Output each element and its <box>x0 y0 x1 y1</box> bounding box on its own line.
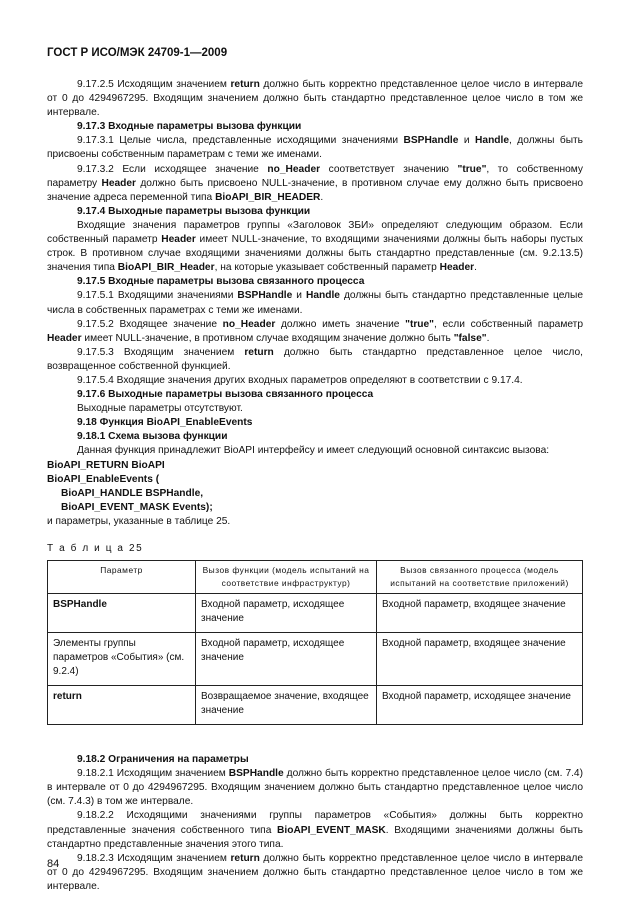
paragraph: 9.18.2.2 Исходящими значениями группы параметров «События» должны быть корректно представленные значения собственного типа BioAPI_EVENT_MASK. Входящими значениями должны быть стандартно представленные значения этого типа. <box>47 810 583 850</box>
table-cell: Входной параметр, входящее значение <box>377 633 583 686</box>
paragraph: 9.18.2.1 Исходящим значением BSPHandle должно быть корректно представленное целое число (см. 7.4) в интервале от 0 до 4294967295. Входящим значением должно быть стандартно представленное целое число (см. 7.4.3) в том же интервале. <box>47 768 583 808</box>
paragraph: 9.17.2.5 Исходящим значением return должно быть корректно представленное целое число в интервале от 0 до 4294967295. Входящим значением должно быть стандартно представленное целое число в том же интервале. <box>47 79 583 119</box>
paragraph: 9.17.5.3 Входящим значением return должно быть стандартно представленное целое число, возвращенное собственной функцией. <box>47 346 583 372</box>
paragraph: Данная функция принадлежит BioAPI интерфейсу и имеет следующий основной синтаксис вызова: <box>77 445 550 457</box>
table-cell: BSPHandle <box>48 594 196 633</box>
paragraph: и параметры, указанные в таблице 25. <box>47 515 231 527</box>
page-header: ГОСТ Р ИСО/МЭК 24709-1—2009 <box>47 47 228 59</box>
section-heading: 9.18.2 Ограничения на параметры <box>77 754 249 766</box>
table-cell: Входной параметр, исходящее значение <box>196 633 377 686</box>
code-line: BioAPI_EnableEvents ( <box>47 473 160 485</box>
table-cell: Возвращаемое значение, входящее значение <box>196 686 377 725</box>
section-heading: 9.18 Функция BioAPI_EnableEvents <box>77 417 253 429</box>
parameters-table <box>47 560 583 725</box>
table-cell: Входной параметр, исходящее значение <box>377 686 583 725</box>
paragraph: 9.17.5.2 Входящее значение no_Header должно иметь значение "true", если собственный параметр Header имеет NULL-значение, в противном случае входящим значение должно быть "false". <box>47 318 583 344</box>
table-row <box>48 633 583 686</box>
table-caption: Т а б л и ц а 25 <box>47 543 144 554</box>
section-heading: 9.18.1 Схема вызова функции <box>77 431 228 443</box>
table-cell: Входной параметр, входящее значение <box>377 594 583 633</box>
table-row <box>48 686 583 725</box>
paragraph: Входящие значения параметров группы «Заголовок ЗБИ» определяют следующим образом. Если собственный параметр Header имеет NULL-значение, то входящими значениями должны быть наборы пустых строк. В противном случае входящими значениями должны быть стандартно представленные (см. 9.2.13.5) значения типа BioAPI_BIR_Header, на которые указывает собственный параметр Header. <box>47 219 583 274</box>
paragraph: Выходные параметры отсутствуют. <box>77 403 243 415</box>
table-header-cell: Вызов функции (модель испытаний на соответствие инфраструктур) <box>196 561 377 594</box>
section-heading: 9.17.6 Выходные параметры вызова связанного процесса <box>77 389 374 401</box>
document-body <box>47 78 583 894</box>
table-header-cell: Вызов связанного процесса (модель испытаний на соответствие приложений) <box>377 561 583 594</box>
section-heading: 9.17.4 Выходные параметры вызова функции <box>77 205 311 217</box>
paragraph: 9.17.5.4 Входящие значения других входных параметров определяют в соответствии с 9.17.4. <box>77 374 523 386</box>
paragraph: 9.17.3.2 Если исходящее значение no_Header соответствует значению "true", то собственному параметру Header должно быть присвоено NULL-значение, в противном случае ему должно быть присвоено значение адреса переменной типа BioAPI_BIR_HEADER. <box>47 163 584 203</box>
section-heading: 9.17.5 Входные параметры вызова связанного процесса <box>77 276 365 288</box>
section-heading: 9.17.3 Входные параметры вызова функции <box>77 121 302 133</box>
table-header-cell: Параметр <box>48 561 196 594</box>
page-number: 84 <box>47 858 60 870</box>
table-cell: Входной параметр, исходящее значение <box>196 594 377 633</box>
code-line: BioAPI_HANDLE BSPHandle, <box>61 487 204 499</box>
code-line: BioAPI_EVENT_MASK Events); <box>61 501 213 513</box>
paragraph: 9.17.5.1 Входящими значениями BSPHandle и Handle должны быть стандартно представленные целые числа в собственных параметрах с теми же именами. <box>47 290 583 316</box>
paragraph: 9.18.2.3 Исходящим значением return должно быть корректно представленное целое число в интервале от 0 до 4294967295. Входящим значением должно быть стандартно представленное целое число в том же интервале. <box>47 852 583 892</box>
code-line: BioAPI_RETURN BioAPI <box>47 459 165 471</box>
paragraph: 9.17.3.1 Целые числа, представленные исходящими значениями BSPHandle и Handle, должны быть присвоены собственным параметрам с теми же именами. <box>47 135 583 161</box>
table-cell: Элементы группы параметров «События» (см. 9.2.4) <box>48 633 196 686</box>
table-header-row <box>48 561 583 594</box>
table-row <box>48 594 583 633</box>
table-cell: return <box>48 686 196 725</box>
